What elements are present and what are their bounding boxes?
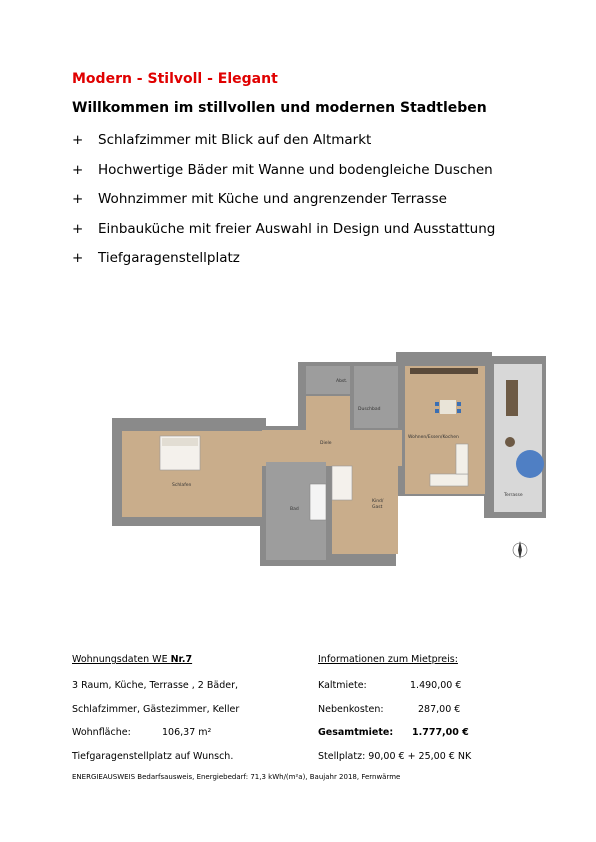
- headline: Willkommen im stillvollen und modernen Stadtleben: [72, 100, 487, 116]
- floor-plan: [110, 352, 548, 574]
- total-rent-value: 1.777,00 €: [412, 727, 469, 738]
- cold-rent-value: 1.490,00 €: [410, 680, 462, 691]
- room-label-bad: Bad: [290, 507, 299, 512]
- plus-icon: +: [72, 220, 84, 237]
- room-label-abstell: Abst.: [336, 379, 348, 384]
- plus-icon: +: [72, 250, 84, 266]
- feature-item: + Hochwertige Bäder mit Wanne und bodengleiche Duschen: [72, 162, 495, 192]
- energy-certificate: ENERGIEAUSWEIS Bedarfsausweis, Energiebedarf: 71,3 kWh/(m²a), Baujahr 2018, Fernwärme: [72, 773, 401, 781]
- total-rent-label: Gesamtmiete:: [318, 727, 394, 738]
- rent-title: Informationen zum Mietpreis:: [318, 654, 458, 665]
- tagline: Modern - Stilvoll - Elegant: [72, 71, 278, 87]
- feature-item: + Einbauküche mit freier Auswahl in Design und Ausstattung: [72, 221, 495, 251]
- room-label-duschbad: Duschbad: [358, 407, 381, 412]
- area-label: Wohnfläche:: [72, 727, 131, 738]
- plus-icon: +: [72, 161, 84, 178]
- feature-item: + Schlafzimmer mit Blick auf den Altmarkt: [72, 132, 495, 162]
- room-label-flur: Diele: [320, 441, 332, 446]
- plus-icon: +: [72, 132, 84, 148]
- area-value: 106,37 m²: [162, 727, 212, 738]
- rooms-line-2: Schlafzimmer, Gästezimmer, Keller: [72, 704, 240, 715]
- extra-costs-label: Nebenkosten:: [318, 704, 384, 715]
- room-label-schlafen: Schlafen: [172, 483, 192, 488]
- rooms-line: 3 Raum, Küche, Terrasse , 2 Bäder,: [72, 680, 239, 691]
- room-label-terrasse: Terrasse: [504, 493, 523, 498]
- feature-item: + Wohnzimmer mit Küche und angrenzender Terrasse: [72, 191, 495, 221]
- parking-line: Tiefgaragenstellplatz auf Wunsch.: [72, 751, 234, 762]
- parking-price: Stellplatz: 90,00 € + 25,00 € NK: [318, 751, 472, 762]
- apartment-title: Wohnungsdaten WE Nr.7: [72, 654, 193, 665]
- feature-item: + Tiefgaragenstellplatz: [72, 250, 495, 280]
- extra-costs-value: 287,00 €: [418, 704, 461, 715]
- room-label-gast: Gast: [372, 505, 383, 510]
- room-label-wohnen: Wohnen/Essen/Kochen: [408, 435, 459, 440]
- room-label-kind: Kind/: [372, 499, 384, 504]
- cold-rent-label: Kaltmiete:: [318, 680, 367, 691]
- feature-list: [72, 132, 495, 280]
- plus-icon: +: [72, 191, 84, 207]
